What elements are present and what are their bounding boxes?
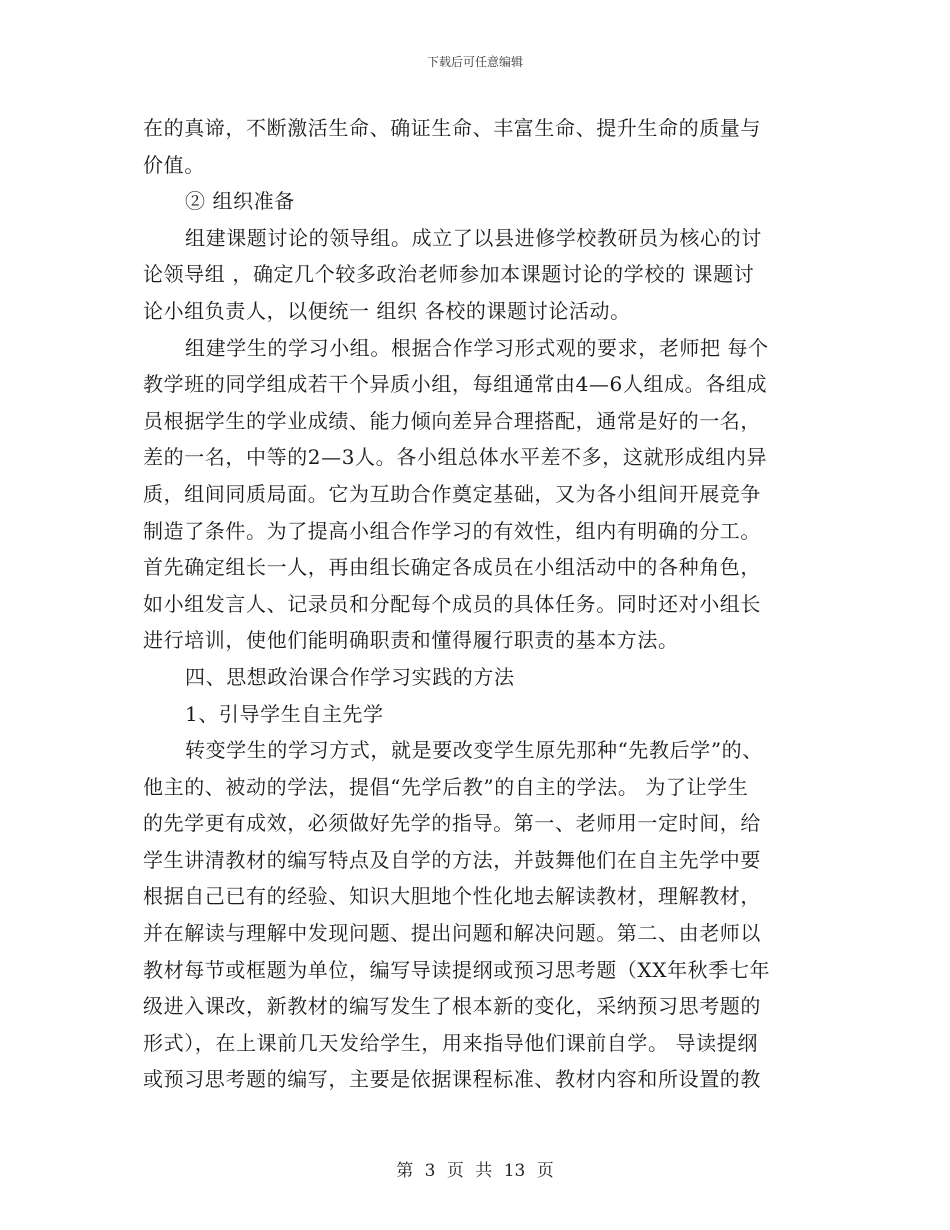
- paragraph-line: 或预习思考题的编写，主要是依据课程标准、教材内容和所设置的教: [143, 1067, 761, 1092]
- subsection-heading: 1、引导学生自主先学: [185, 701, 384, 726]
- paragraph-line: 员根据学生的学业成绩、能力倾向差异合理搭配，通常是好的一名，: [143, 408, 761, 433]
- page-number: 第 3 页 共 13 页: [396, 1161, 554, 1181]
- paragraph-line: 学生讲清教材的编写特点及自学的方法，并鼓舞他们在自主先学中要: [143, 847, 761, 872]
- paragraph-line: 制造了条件。为了提高小组合作学习的有效性，组内有明确的分工。: [143, 518, 761, 543]
- paragraph-line: 转变学生的学习方式，就是要改变学生原先那种“先教后学”的、: [185, 738, 763, 763]
- section-heading: 四、思想政治课合作学习实践的方法: [185, 664, 515, 689]
- paragraph-line: 组建课题讨论的领导组。成立了以县进修学校教研员为核心的讨: [185, 225, 762, 250]
- paragraph-line: 质，组间同质局面。它为互助合作奠定基础，又为各小组间开展竞争: [143, 481, 761, 506]
- paragraph-line: 首先确定组长一人，再由组长确定各成员在小组活动中的各种角色，: [143, 555, 761, 580]
- page-header-note: 下载后可任意编辑: [426, 55, 523, 69]
- paragraph-line: 并在解读与理解中发现问题、提出问题和解决问题。第二、由老师以: [143, 921, 761, 946]
- paragraph-line: 价值。: [143, 152, 205, 177]
- paragraph-line: 论小组负责人，以便统一 组织 各校的课题讨论活动。: [143, 298, 631, 323]
- paragraph-line: 如小组发言人、记录员和分配每个成员的具体任务。同时还对小组长: [143, 591, 761, 616]
- document-body: [143, 110, 813, 1098]
- paragraph-line: 根据自己已有的经验、知识大胆地个性化地去解读教材，理解教材，: [143, 884, 761, 909]
- paragraph-line: 教学班的同学组成若干个异质小组，每组通常由4—6人组成。各组成: [143, 372, 768, 397]
- paragraph-line: 组建学生的学习小组。根据合作学习形式观的要求，老师把 每个: [185, 335, 769, 360]
- paragraph-line: 形式），在上课前几天发给学生，用来指导他们课前自学。 导读提纲: [143, 1030, 758, 1055]
- paragraph-line: 教材每节或框题为单位，编写导读提纲或预习思考题（XX年秋季七年: [143, 957, 771, 982]
- paragraph-line: 他主的、被动的学法，提倡“先学后教”的自主的学法。 为了让学生: [143, 774, 749, 799]
- paragraph-line: 的先学更有成效，必须做好先学的指导。第一、老师用一定时间，给: [143, 811, 761, 836]
- paragraph-line: 进行培训，使他们能明确职责和懂得履行职责的基本方法。: [143, 628, 679, 653]
- paragraph-line: 级进入课改，新教材的编写发生了根本新的变化，采纳预习思考题的: [143, 994, 761, 1019]
- paragraph-line: 论领导组 ，确定几个较多政治老师参加本课题讨论的学校的 课题讨: [143, 262, 755, 287]
- paragraph-line: 在的真谛，不断激活生命、确证生命、丰富生命、提升生命的质量与: [143, 116, 761, 140]
- paragraph-line: 差的一名，中等的2—3人。各小组总体水平差不多，这就形成组内异: [143, 445, 768, 470]
- section-heading: ② 组织准备: [185, 189, 295, 214]
